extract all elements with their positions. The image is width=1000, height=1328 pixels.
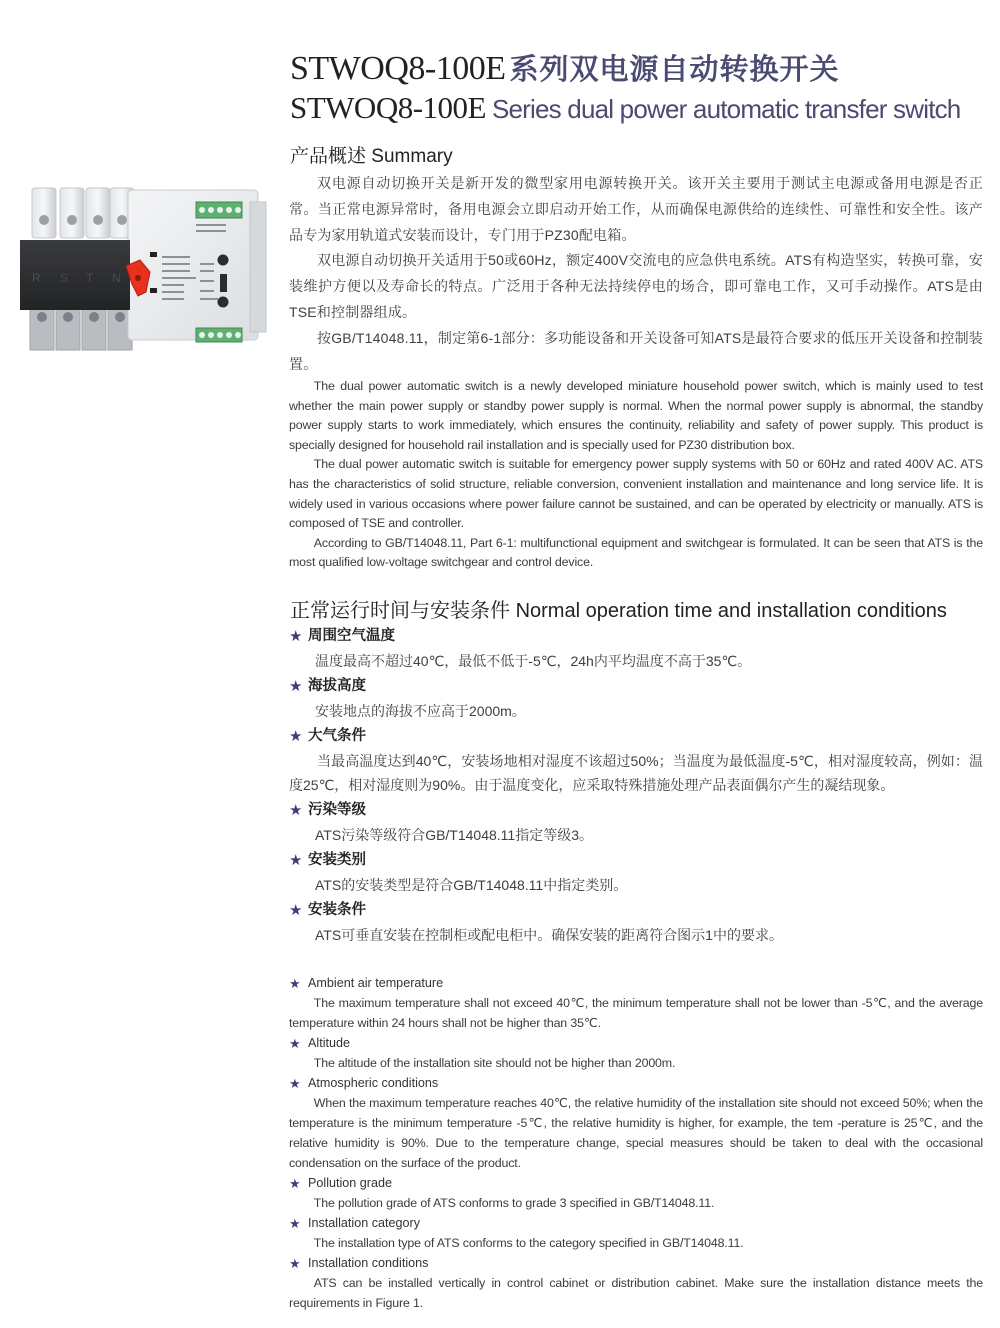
summary-paragraph-en: The dual power automatic switch is suitable for emergency power supply systems with 50 or 60Hz and rated 400V AC. ATS has the characteristics of solid structure, reliable conversion, convenient installation and maintenance and long service life. It is widely used in various occasions where power failure cannot be sustained, and can be operated by electricity or manually. ATS is composed of TSE and controller. (289, 457, 983, 531)
summary-en (289, 377, 983, 573)
condition-item (289, 848, 983, 898)
svg-text:T: T (86, 271, 94, 285)
condition-text: ATS可垂直安装在控制柜或配电柜中。确保安装的距离符合图示1中的要求。 (315, 926, 783, 943)
condition-text: The maximum temperature shall not exceed 40℃, the minimum temperature shall not be lower than -5℃, and the average temperature within 24 hours shall not be higher than 35℃. (289, 996, 983, 1030)
condition-item (289, 724, 983, 799)
condition-title: 海拔高度 (308, 677, 366, 694)
summary-heading-cn: 产品概述 (290, 146, 367, 167)
star-icon: ★ (289, 901, 303, 919)
condition-title: Installation category (308, 1216, 421, 1230)
star-icon: ★ (289, 1035, 301, 1051)
conditions-heading (290, 594, 947, 623)
star-icon: ★ (289, 1075, 301, 1091)
condition-title: 大气条件 (308, 727, 366, 744)
condition-title: Atmospheric conditions (308, 1076, 439, 1090)
condition-text: 温度最高不超过40℃，最低不低于-5℃，24h内平均温度不高于35℃。 (315, 653, 752, 669)
condition-title: 污染等级 (308, 802, 366, 819)
condition-text: ATS的安装类型是符合GB/T14048.11中指定类别。 (315, 876, 628, 893)
star-icon: ★ (289, 1215, 301, 1231)
poles-bottom (30, 305, 132, 350)
svg-text:R: R (32, 271, 41, 285)
svg-text:N: N (112, 271, 121, 285)
star-icon: ★ (289, 1175, 301, 1191)
star-icon: ★ (289, 851, 303, 869)
condition-item (289, 1173, 983, 1213)
star-icon: ★ (289, 1255, 301, 1271)
condition-text: 安装地点的海拔不应高于2000m。 (315, 702, 526, 719)
controller-body (128, 190, 266, 342)
condition-text: The altitude of the installation site should not be higher than 2000m. (313, 1056, 676, 1070)
condition-text: ATS can be installed vertically in control cabinet or distribution cabinet. Make sure the installation distance meets the requirements in Figure 1. (289, 1276, 983, 1310)
svg-text:S: S (60, 271, 69, 285)
summary-paragraph-cn: 双电源自动切换开关适用于50或60Hz，额定400V交流电的应急供电系统。ATS有构造坚实，转换可靠，安装维护方便以及寿命长的特点。广泛用于各种无法持续停电的场合，即可靠电工作，又可手动操作。ATS是由TSE和控制器组成。 (289, 252, 983, 320)
conditions-heading-en: Normal operation time and installation conditions (515, 600, 947, 622)
condition-title: 安装条件 (308, 901, 366, 918)
condition-item (289, 1033, 983, 1073)
condition-item (289, 1073, 983, 1173)
condition-item (289, 674, 983, 724)
model-number: STWOQ8-100E (290, 90, 486, 125)
star-icon: ★ (289, 975, 301, 991)
model-number: STWOQ8-100E (290, 50, 506, 87)
condition-text: 当最高温度达到40℃，安装场地相对湿度不该超过50%；当温度为最低温度-5℃，相对湿度较高，例如：温度25℃，相对湿度则为90%。由于温度变化，应采取特殊措施处理产品表面偶尔产生的凝结现象。 (289, 752, 983, 794)
summary-cn (289, 171, 983, 377)
summary-paragraph-en: According to GB/T14048.11, Part 6-1: multifunctional equipment and switchgear is formulated. It can be seen that ATS is the most qualified low-voltage switchgear and control device. (289, 535, 983, 570)
condition-item (289, 1253, 983, 1313)
summary-paragraph-cn: 双电源自动切换开关是新开发的微型家用电源转换开关。该开关主要用于测试主电源或备用电源是否正常。当正常电源异常时，备用电源会立即启动开始工作，从而确保电源供给的连续性、可靠性和安全性。该产品专为家用轨道式安装而设计，专门用于PZ30配电箱。 (289, 175, 983, 243)
front-cover (20, 240, 130, 310)
summary-heading (290, 141, 453, 168)
title-block (290, 52, 1000, 132)
product-image (10, 180, 275, 370)
condition-title: 安装类别 (308, 851, 366, 868)
title-en-line (290, 92, 1000, 132)
summary-heading-en: Summary (371, 146, 453, 167)
star-icon: ★ (289, 727, 303, 745)
condition-item (289, 1213, 983, 1253)
condition-text: The installation type of ATS conforms to the category specified in GB/T14048.11. (313, 1236, 744, 1250)
condition-title: Pollution grade (308, 1176, 393, 1190)
star-icon: ★ (289, 628, 303, 645)
condition-item (289, 898, 983, 948)
title-cn-line (290, 52, 1000, 92)
star-icon: ★ (289, 677, 303, 695)
summary-paragraph-en: The dual power automatic switch is a newly developed miniature household power switch, which is mainly used to test whether the main power supply or standby power supply is normal. When the normal power supply is abnormal, the standby power supply starts to work immediately, which ensures the continuity, reliability and safety of power supply. This product is specially designed for household rail installation and is specially used for PZ30 distribution box. (289, 379, 983, 452)
star-icon: ★ (289, 802, 303, 820)
condition-title: Altitude (308, 1036, 351, 1050)
condition-title: Ambient air temperature (308, 976, 444, 990)
transfer-switch-illustration (10, 180, 275, 370)
condition-item (289, 973, 983, 1033)
condition-item (289, 624, 983, 674)
conditions-heading-cn: 正常运行时间与安装条件 (290, 600, 510, 622)
conditions-list-cn (289, 624, 983, 948)
title-cn: 系列双电源自动转换开关 (509, 54, 840, 86)
condition-text: ATS污染等级符合GB/T14048.11指定等级3。 (315, 827, 593, 844)
title-en: Series dual power automatic transfer switch (491, 94, 961, 124)
summary-paragraph-cn: 按GB/T14048.11，制定第6-1部分：多功能设备和开关设备可知ATS是最符合要求的低压开关设备和控制装置。 (289, 329, 983, 372)
condition-text: When the maximum temperature reaches 40℃, the relative humidity of the installation site should not exceed 50%; when the temperature is the minimum temperature -5℃, the relative humidity is higher, for example, the tem -perature is 25℃, and the relative humidity is 90%. Due to the temperature change, special measures should be taken to deal with the occasional condensation on the surface of the product. (289, 1096, 983, 1170)
condition-title: 周围空气温度 (308, 628, 395, 644)
condition-title: Installation conditions (308, 1256, 429, 1270)
condition-item (289, 798, 983, 848)
condition-text: The pollution grade of ATS conforms to grade 3 specified in GB/T14048.11. (313, 1196, 715, 1210)
conditions-list-en (289, 973, 983, 1313)
poles-top (32, 188, 134, 238)
